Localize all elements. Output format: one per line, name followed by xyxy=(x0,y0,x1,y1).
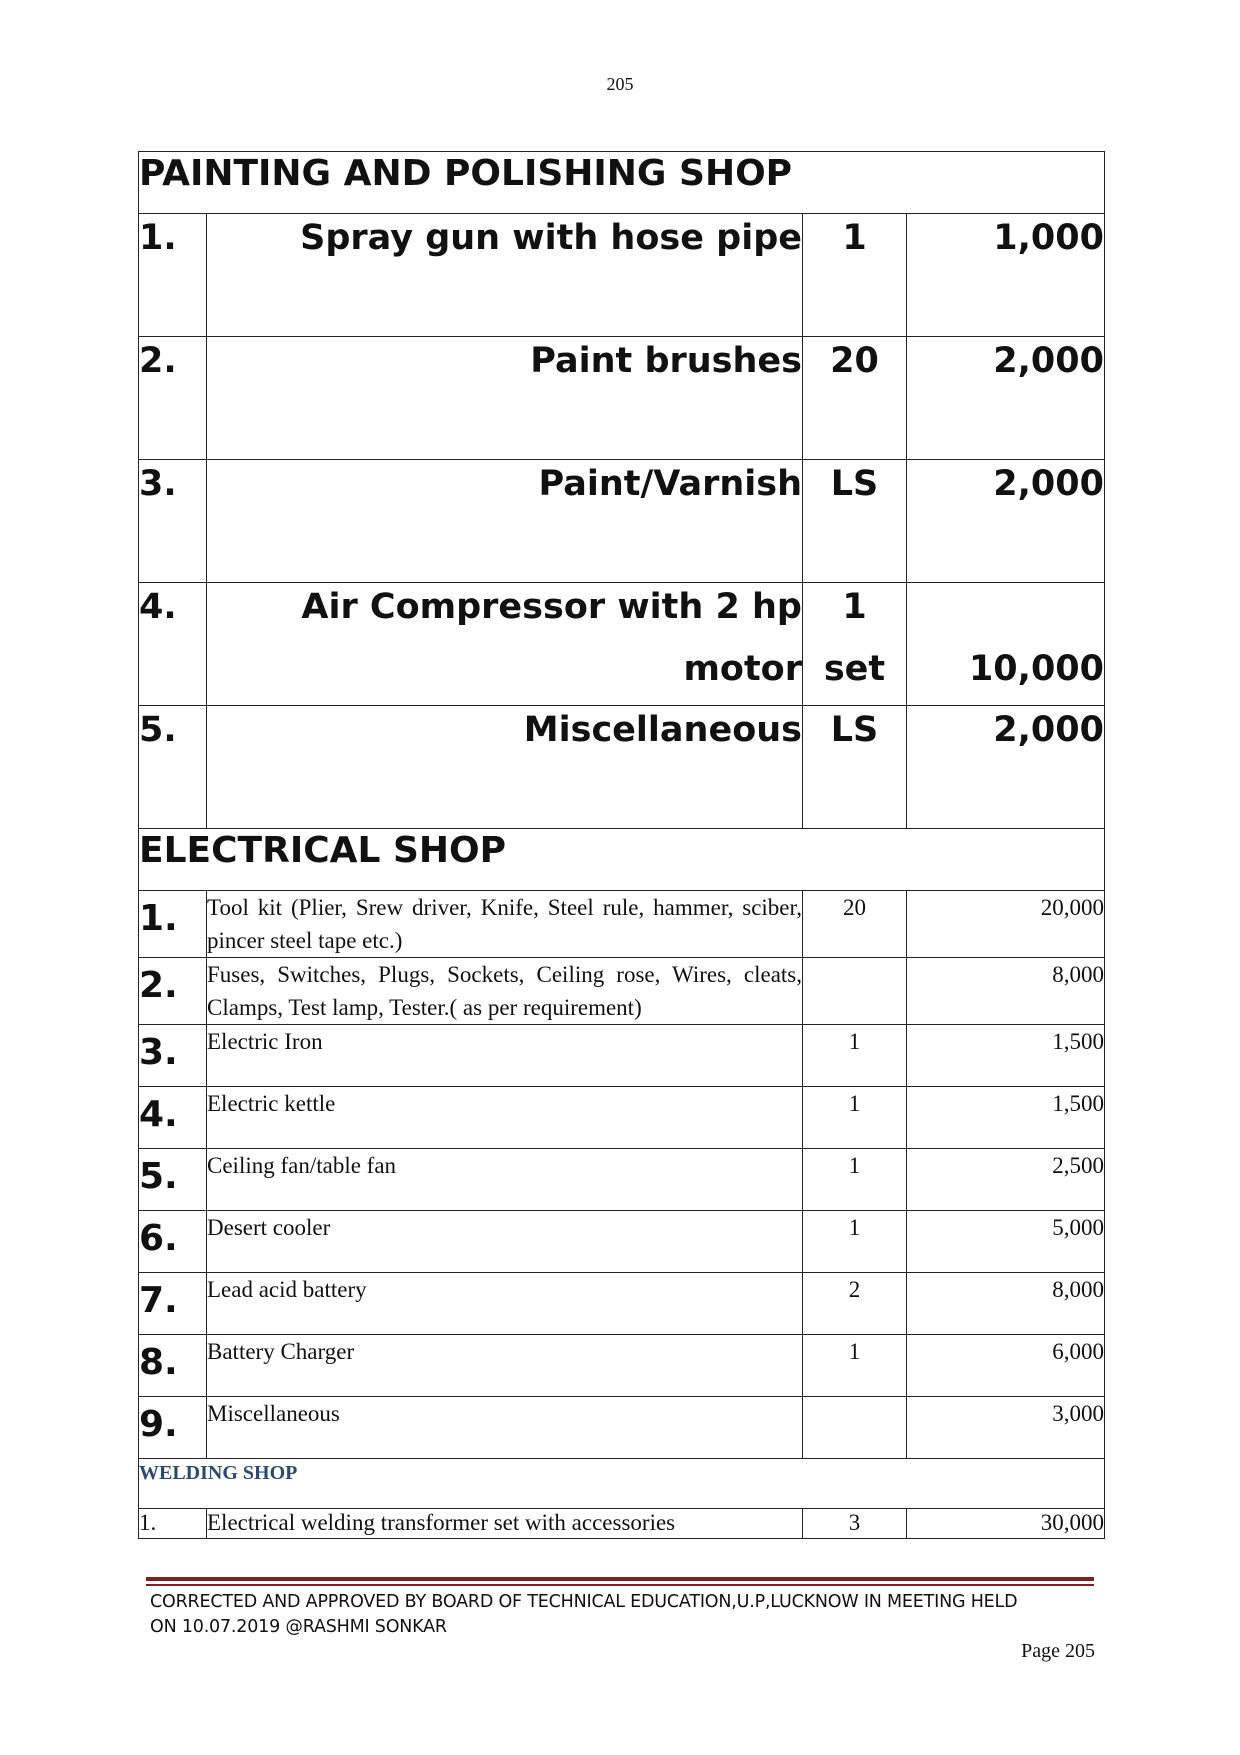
item-description: Tool kit (Plier, Srew driver, Knife, Steel rule, hammer, sciber, pincer steel tape etc.) xyxy=(207,891,803,958)
item-description: Desert cooler xyxy=(207,1211,803,1273)
item-name-line1: Paint/Varnish xyxy=(538,464,802,504)
table-row xyxy=(139,583,1105,706)
item-quantity: 20 xyxy=(803,337,907,460)
item-number: 5. xyxy=(139,1149,207,1211)
table-row xyxy=(139,706,1105,829)
item-quantity: LS xyxy=(803,706,907,829)
table-row xyxy=(139,214,1105,337)
item-price: 20,000 xyxy=(907,891,1105,958)
item-quantity: 1 xyxy=(803,1211,907,1273)
table-row xyxy=(139,460,1105,583)
table-row xyxy=(139,891,1105,958)
item-name-line1: Spray gun with hose pipe xyxy=(300,218,802,258)
footer-page-number: Page 205 xyxy=(1021,1640,1095,1662)
page-number-top: 205 xyxy=(606,74,634,94)
item-name-line1: Air Compressor with 2 hp xyxy=(301,587,802,627)
item-price: 2,000 xyxy=(907,706,1105,829)
item-number: 2. xyxy=(139,337,207,460)
item-price: 2,000 xyxy=(907,460,1105,583)
table-row xyxy=(139,1397,1105,1459)
item-name xyxy=(207,214,803,337)
table-row xyxy=(139,1211,1105,1273)
table-row xyxy=(139,1335,1105,1397)
item-quantity-line1: 1 xyxy=(842,587,867,627)
item-quantity: 1 xyxy=(803,1335,907,1397)
equipment-table xyxy=(138,151,1105,1539)
table-row xyxy=(139,1273,1105,1335)
item-price: 30,000 xyxy=(907,1509,1105,1539)
electrical-section-title: ELECTRICAL SHOP xyxy=(139,829,1105,891)
footer-approval-note xyxy=(150,1590,1100,1640)
item-number: 3. xyxy=(139,1025,207,1087)
item-price: 1,000 xyxy=(907,214,1105,337)
item-description: Electrical welding transformer set with accessories xyxy=(207,1509,803,1539)
item-description: Battery Charger xyxy=(207,1335,803,1397)
item-number: 3. xyxy=(139,460,207,583)
item-number: 4. xyxy=(139,1087,207,1149)
item-name xyxy=(207,460,803,583)
item-number: 9. xyxy=(139,1397,207,1459)
item-name xyxy=(207,583,803,706)
item-price: 1,500 xyxy=(907,1087,1105,1149)
item-quantity-line2: set xyxy=(823,649,886,689)
item-name-line1: Paint brushes xyxy=(530,341,802,381)
table-row xyxy=(139,337,1105,460)
table-row xyxy=(139,1509,1105,1539)
table-row xyxy=(139,1149,1105,1211)
item-description: Fuses, Switches, Plugs, Sockets, Ceiling rose, Wires, cleats, Clamps, Test lamp, Tester.( as per requirement) xyxy=(207,958,803,1025)
item-number: 8. xyxy=(139,1335,207,1397)
item-quantity: 1 xyxy=(803,1087,907,1149)
item-quantity: 20 xyxy=(803,891,907,958)
item-price: 5,000 xyxy=(907,1211,1105,1273)
item-price: 6,000 xyxy=(907,1335,1105,1397)
item-price: 2,000 xyxy=(907,337,1105,460)
item-price: 10,000 xyxy=(907,583,1105,706)
footer-approval-line1: CORRECTED AND APPROVED BY BOARD OF TECHNICAL EDUCATION,U.P,LUCKNOW IN MEETING HELD xyxy=(150,1592,1018,1612)
item-name xyxy=(207,337,803,460)
item-number: 5. xyxy=(139,706,207,829)
item-number: 1. xyxy=(139,1509,207,1539)
footer-approval-line2: ON 10.07.2019 @RASHMI SONKAR xyxy=(150,1617,447,1637)
item-number: 1. xyxy=(139,214,207,337)
item-number: 1. xyxy=(139,891,207,958)
item-number: 6. xyxy=(139,1211,207,1273)
item-number: 7. xyxy=(139,1273,207,1335)
table-row xyxy=(139,958,1105,1025)
item-number: 2. xyxy=(139,958,207,1025)
item-quantity xyxy=(803,1397,907,1459)
item-description: Electric Iron xyxy=(207,1025,803,1087)
item-price: 8,000 xyxy=(907,1273,1105,1335)
item-description: Ceiling fan/table fan xyxy=(207,1149,803,1211)
painting-section-title: PAINTING AND POLISHING SHOP xyxy=(139,152,1105,214)
item-quantity xyxy=(803,583,907,706)
item-number: 4. xyxy=(139,583,207,706)
table-row xyxy=(139,1087,1105,1149)
item-quantity: 1 xyxy=(803,1025,907,1087)
electrical-section-header xyxy=(139,829,1105,891)
item-name xyxy=(207,706,803,829)
item-quantity: 1 xyxy=(803,1149,907,1211)
item-price: 8,000 xyxy=(907,958,1105,1025)
painting-section-header xyxy=(139,152,1105,214)
welding-section-header xyxy=(139,1459,1105,1509)
item-description: Miscellaneous xyxy=(207,1397,803,1459)
item-price: 2,500 xyxy=(907,1149,1105,1211)
item-name-line2: motor xyxy=(683,649,802,689)
item-quantity: 2 xyxy=(803,1273,907,1335)
item-quantity: 1 xyxy=(803,214,907,337)
item-description: Electric kettle xyxy=(207,1087,803,1149)
footer-rule-thick xyxy=(146,1577,1094,1581)
welding-section-title: WELDING SHOP xyxy=(139,1459,1105,1509)
item-description: Lead acid battery xyxy=(207,1273,803,1335)
item-price: 3,000 xyxy=(907,1397,1105,1459)
table-row xyxy=(139,1025,1105,1087)
item-quantity: LS xyxy=(803,460,907,583)
item-name-line1: Miscellaneous xyxy=(523,710,802,750)
item-price: 1,500 xyxy=(907,1025,1105,1087)
footer-rule-thin xyxy=(146,1584,1094,1586)
item-quantity xyxy=(803,958,907,1025)
item-quantity: 3 xyxy=(803,1509,907,1539)
